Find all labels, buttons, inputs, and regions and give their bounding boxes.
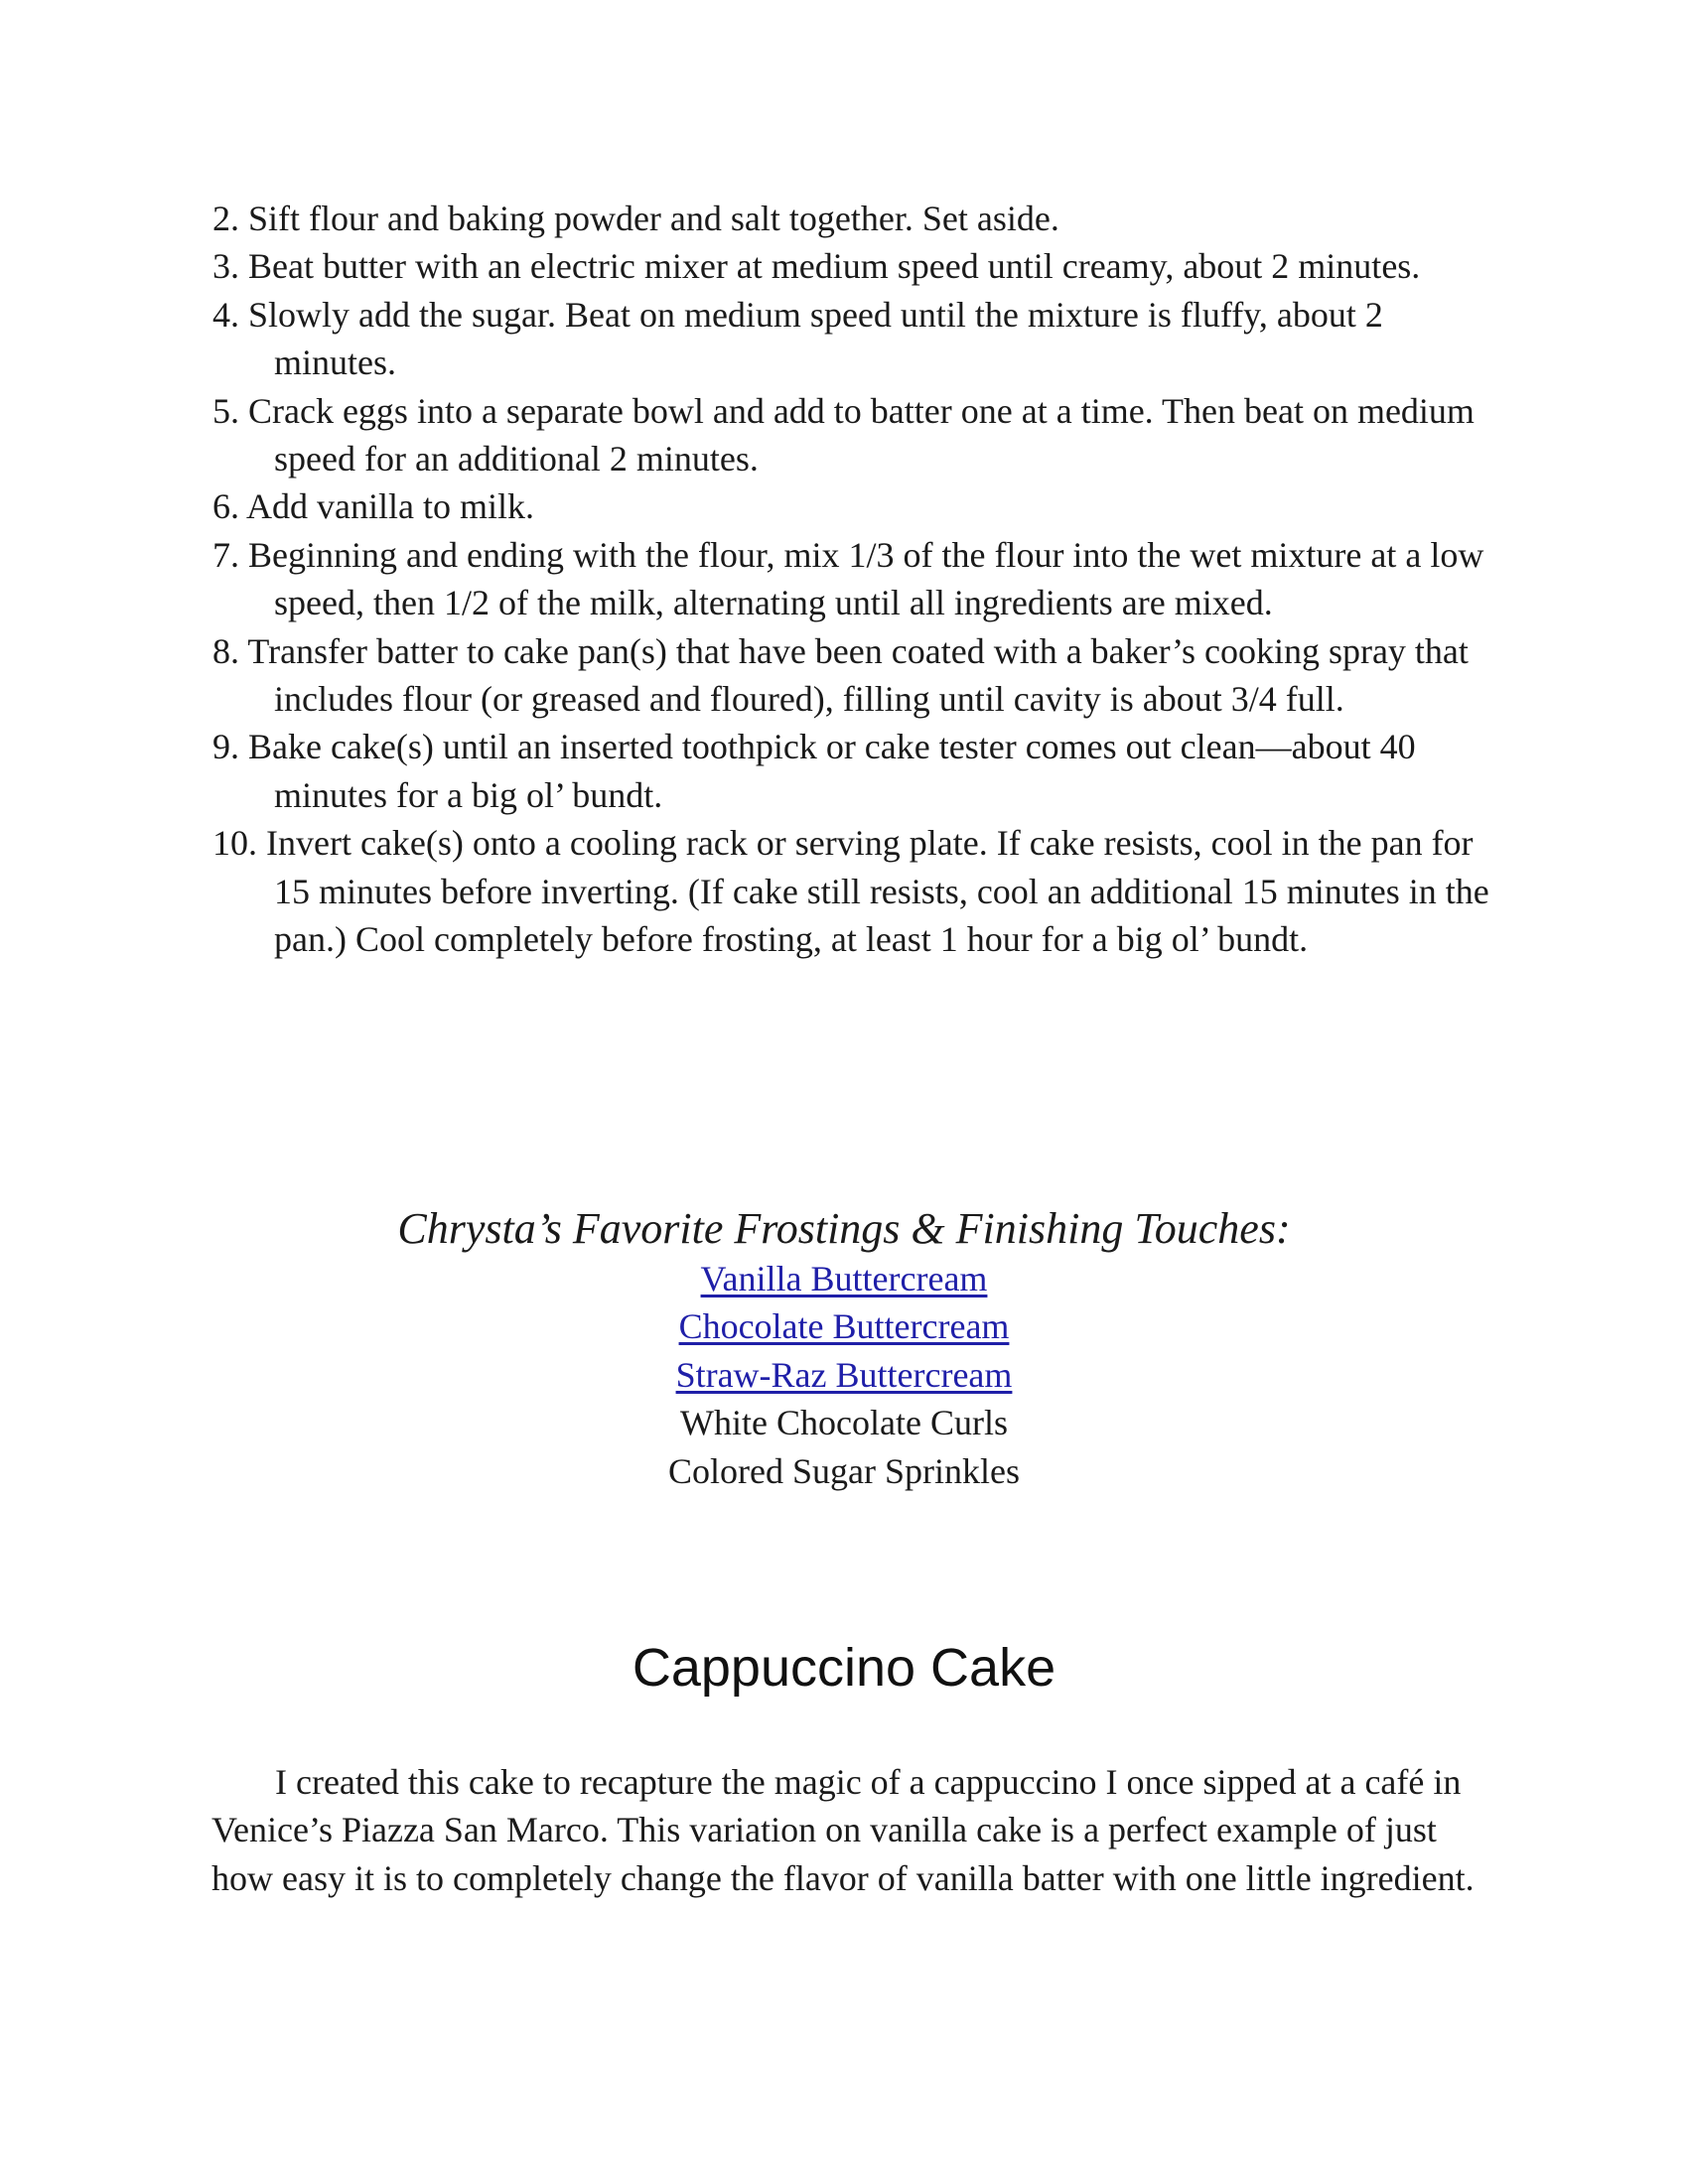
white-chocolate-curls: White Chocolate Curls <box>680 1403 1008 1443</box>
vanilla-buttercream-link[interactable]: Vanilla Buttercream <box>700 1259 988 1298</box>
chocolate-buttercream-link[interactable]: Chocolate Buttercream <box>678 1306 1010 1347</box>
frostings-section <box>0 1203 1688 1495</box>
step-3: 3. Beat butter with an electric mixer at medium speed until creamy, about 2 minutes. <box>212 246 1421 287</box>
section-title: Cappuccino Cake <box>632 1638 1056 1698</box>
frostings-heading: Chrysta’s Favorite Frostings & Finishing Touches: <box>397 1204 1291 1253</box>
step-10: 10. Invert cake(s) onto a cooling rack or serving plate. If cake resists, cool in the pan for 15 minutes before inverting. (If cake still resists, cool an additional 15 minutes in the pan.) Cool completely before frosting, at least 1 hour for a big ol’ bundt. <box>212 823 1489 960</box>
step-2: 2. Sift flour and baking powder and salt together. Set aside. <box>212 199 1059 238</box>
step-4: 4. Slowly add the sugar. Beat on medium speed until the mixture is fluffy, about 2 minutes. <box>212 294 1383 383</box>
step-8: 8. Transfer batter to cake pan(s) that have been coated with a baker’s cooking spray that includes flour (or greased and floured), filling until cavity is about 3/4 full. <box>212 630 1469 720</box>
step-6: 6. Add vanilla to milk. <box>212 486 534 527</box>
straw-raz-buttercream-link[interactable]: Straw-Raz Buttercream <box>675 1354 1013 1395</box>
step-7: 7. Beginning and ending with the flour, mix 1/3 of the flour into the wet mixture at a low speed, then 1/2 of the milk, alternating until all ingredients are mixed. <box>212 534 1484 623</box>
step-5: 5. Crack eggs into a separate bowl and add to batter one at a time. Then beat on medium speed for an additional 2 minutes. <box>212 390 1475 479</box>
intro-paragraph: I created this cake to recapture the magic of a cappuccino I once sipped at a café in Venice’s Piazza San Marco. This variation on vanilla cake is a perfect example of just how easy it is to completely change the flavor of vanilla batter with one little ingredient. <box>211 1762 1475 1898</box>
step-9: 9. Bake cake(s) until an inserted toothpick or cake tester comes out clean—about 40 minutes for a big ol’ bundt. <box>212 727 1416 815</box>
instruction-steps <box>212 195 1493 964</box>
colored-sugar-sprinkles: Colored Sugar Sprinkles <box>668 1450 1020 1491</box>
